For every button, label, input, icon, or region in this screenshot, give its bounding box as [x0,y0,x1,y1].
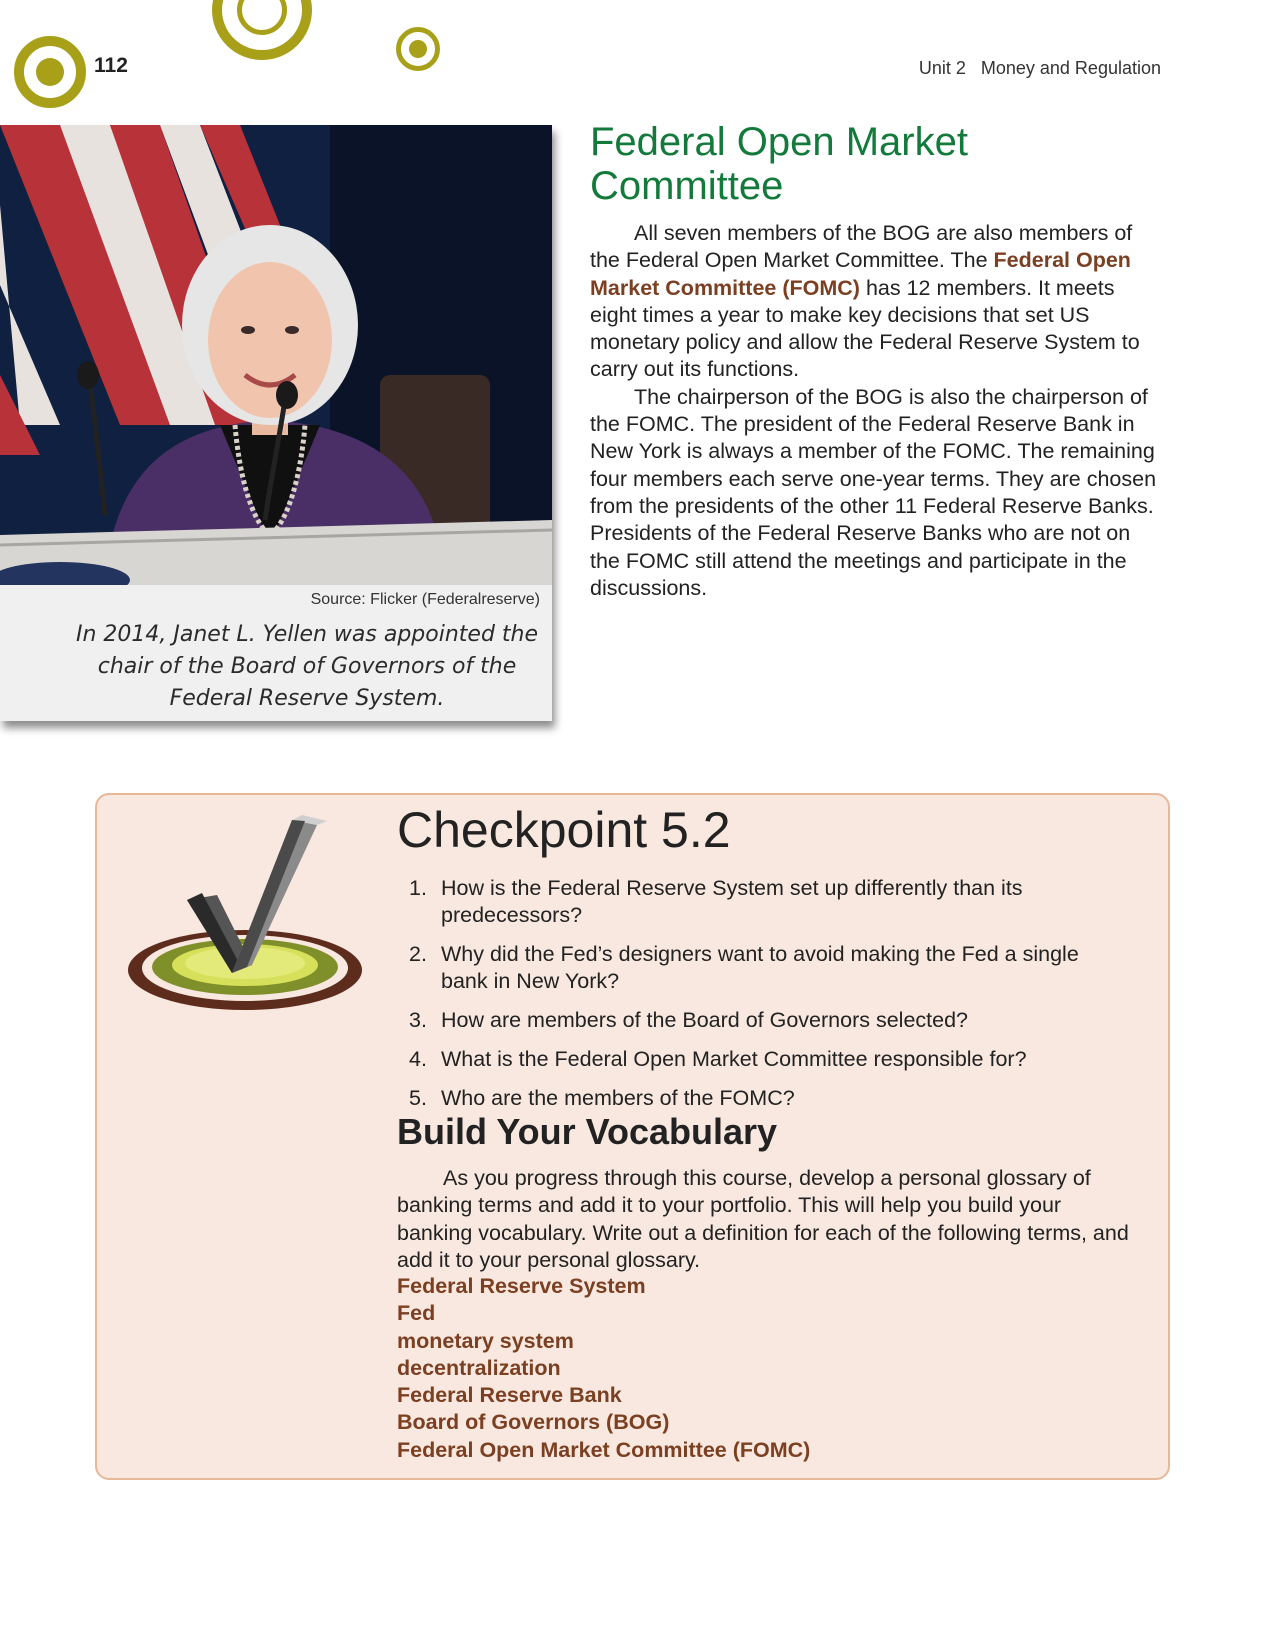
question-text: Why did the Fed’s designers want to avoid making the Fed a single bank in New York? [441,942,1079,993]
page-number: 112 [94,54,128,77]
question-number: 3. [409,1008,427,1032]
vocab-title: Build Your Vocabulary [397,1111,778,1152]
vocab-intro: As you progress through this course, develop a personal glossary of banking terms and add it to your portfolio. This will help you build your banking vocabulary. Write out a definition for each of the following terms, and add it to your personal glossary. [397,1166,1129,1272]
question-list [397,875,1117,1124]
section-paragraph [590,220,1160,384]
question-item [397,1085,1117,1112]
question-text: What is the Federal Open Market Committee responsible for? [441,1047,1027,1071]
vocab-term: Federal Reserve Bank [397,1383,622,1408]
key-term: Federal Open Market Committee (FOMC) [590,248,1131,300]
paragraph-text: has 12 members. It meets eight times a year to make key decisions that set US monetary policy and allow the Federal Reserve System to carry out its functions. [590,275,1140,382]
decorative-ring-icon [212,0,312,60]
question-item [397,875,1117,929]
vocab-term: Federal Open Market Committee (FOMC) [397,1437,811,1462]
checkpoint-box [95,793,1170,1480]
section-paragraph: The chairperson of the BOG is also the chairperson of the FOMC. The president of the Federal Reserve Bank in New York is always a member of the FOMC. The remaining four members each serve one-year terms. They are chosen from the presidents of the other 11 Federal Reserve Banks. Presidents of the Federal Reserve Banks who are not on the FOMC still attend the meetings and participate in the discussions. [590,384,1157,600]
vocab-term: decentralization [397,1355,561,1380]
vocab-list [397,1273,810,1464]
question-number: 4. [409,1047,427,1071]
question-text: How is the Federal Reserve System set up differently than its predecessors? [441,876,1023,927]
photo-caption: In 2014, Janet L. Yellen was appointed the chair of the Board of Governors of the Federal Reserve System. [75,622,539,711]
vocab-term: monetary system [397,1328,574,1353]
photo-card [0,125,552,721]
question-item [397,941,1117,995]
question-number: 1. [409,876,427,900]
running-head: Unit 2 Money and Regulation [918,58,1161,78]
question-number: 5. [409,1086,427,1110]
vocab-term: Federal Reserve System [397,1274,646,1298]
question-text: How are members of the Board of Governors selected? [441,1008,969,1032]
section-title: Federal Open Market Committee [590,120,968,208]
vocab-term: Board of Governors (BOG) [397,1410,670,1435]
decorative-target-icon [14,36,86,108]
question-text: Who are the members of the FOMC? [441,1086,795,1110]
photo-source: Source: Flicker (Federalreserve) [310,591,540,608]
paragraph-text: All seven members of the BOG are also members of the Federal Open Market Committee. The [590,221,1133,273]
question-item [397,1007,1117,1034]
checkpoint-title: Checkpoint 5.2 [397,802,731,858]
vocab-term: Fed [397,1301,436,1326]
decorative-target-small-icon [396,27,440,71]
question-item [397,1046,1117,1073]
section-body [590,220,1160,602]
portrait-photo [0,125,552,585]
checkmark-icon [127,815,367,1020]
question-number: 2. [409,942,427,966]
